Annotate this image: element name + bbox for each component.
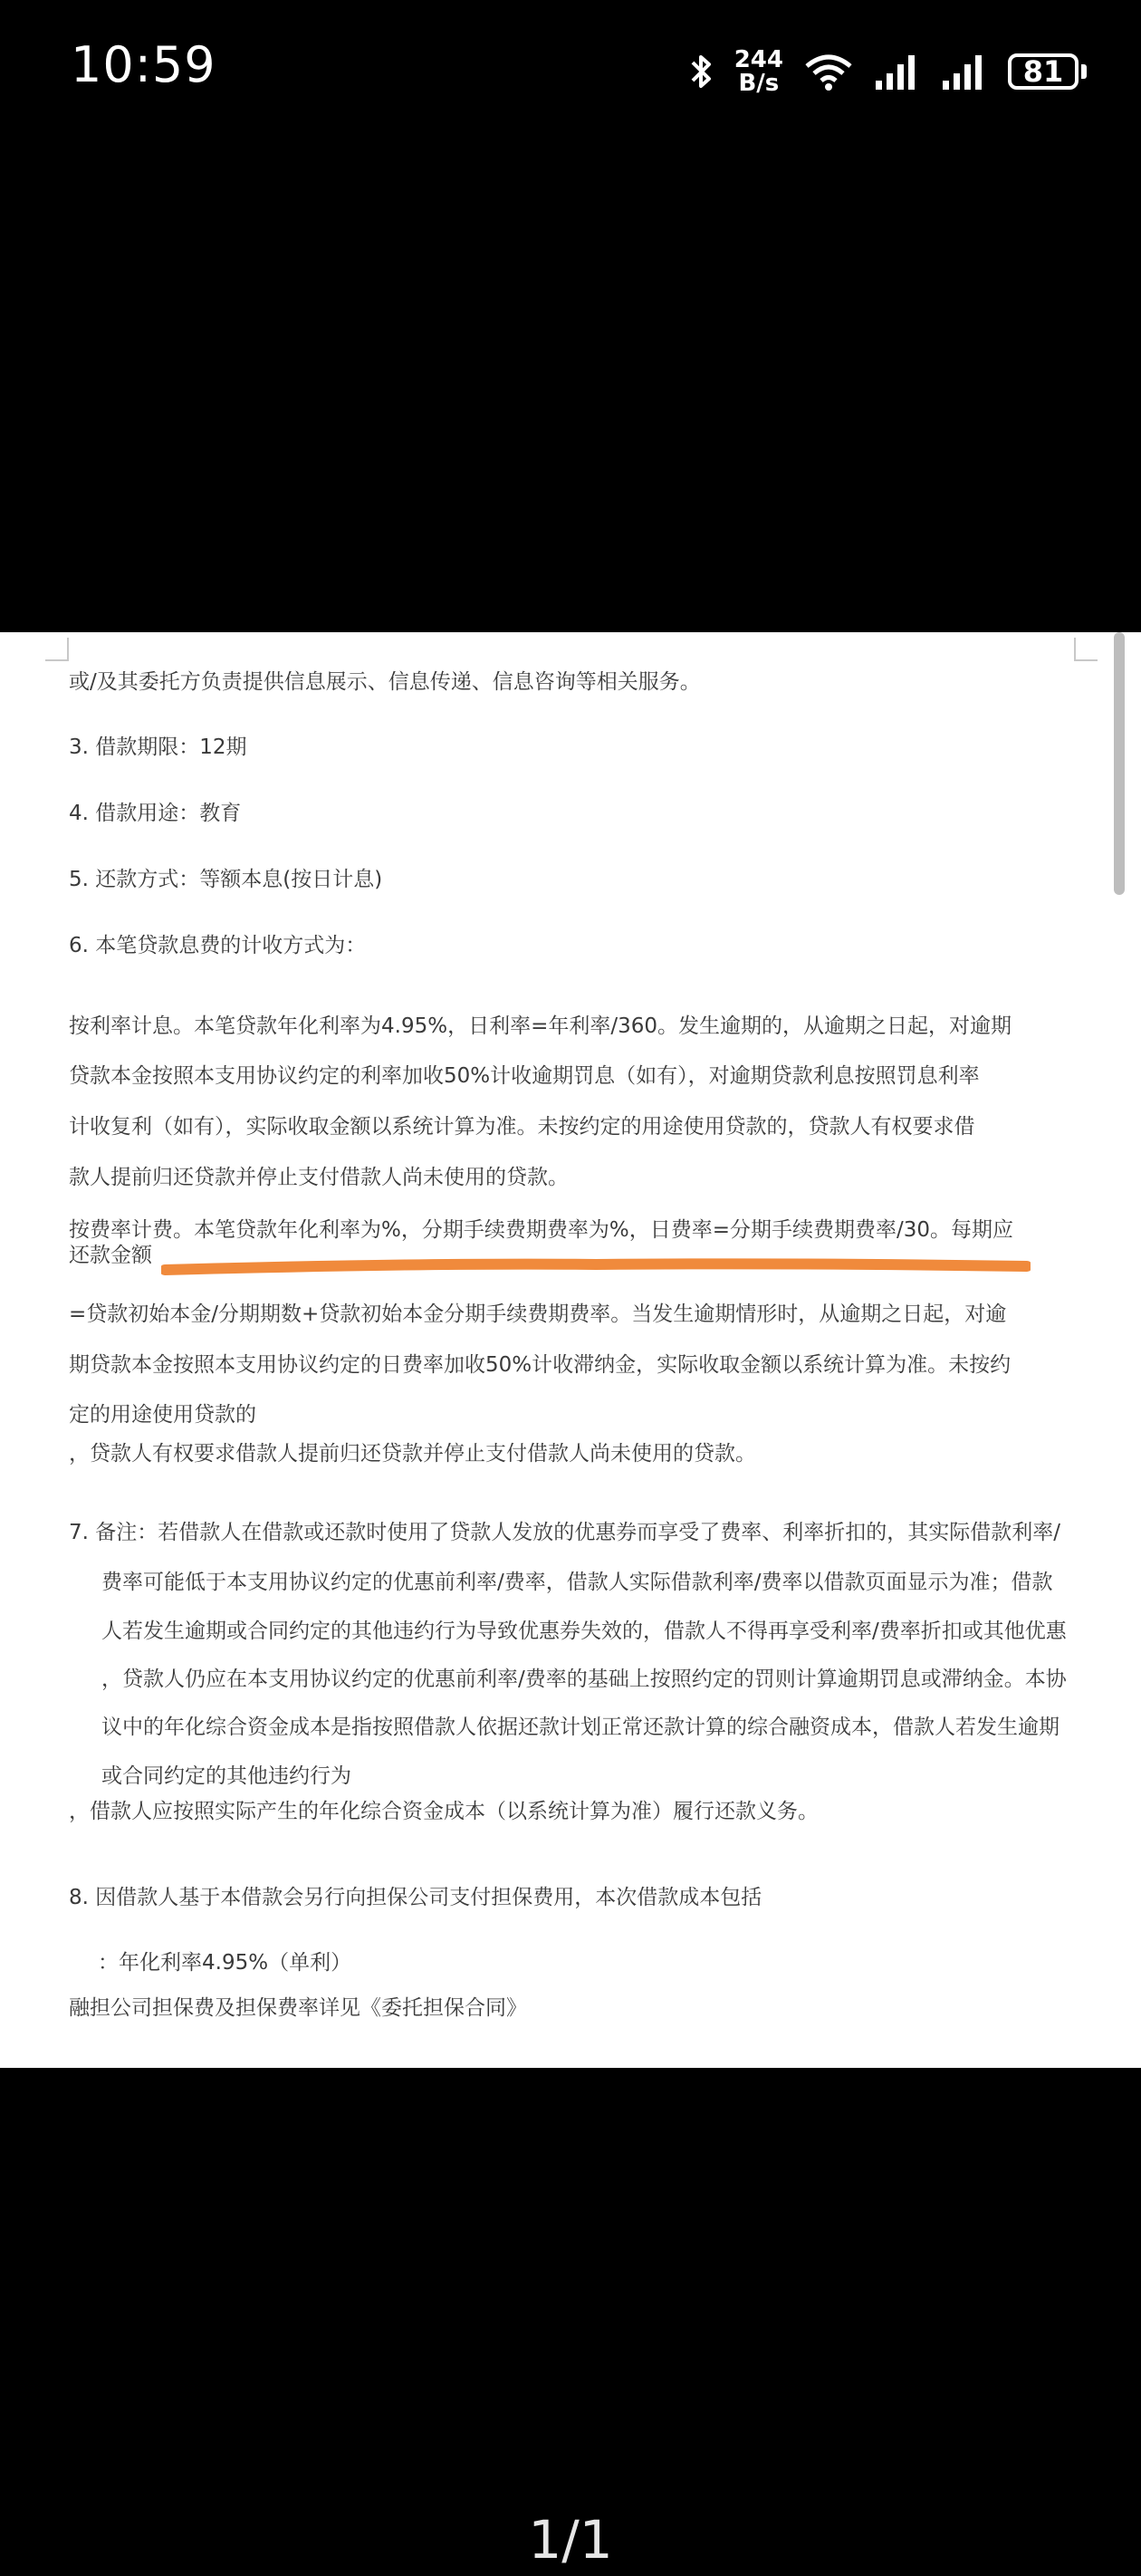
paragraph-line: 定的用途使用贷款的 <box>69 1403 256 1427</box>
paragraph-line: 期贷款本金按照本支用协议约定的日费率加收50%计收滞纳金，实际收取金额以系统计算为准。未按约 <box>69 1353 1012 1377</box>
highlight-underline <box>161 1257 1031 1277</box>
clause-8-cost: 8. 因借款人基于本借款会另行向担保公司支付担保费用，本次借款成本包括 <box>69 1886 762 1909</box>
document-page[interactable] <box>0 632 1141 2068</box>
clause-4-purpose: 4. 借款用途：教育 <box>69 802 242 825</box>
battery-icon <box>1008 53 1087 90</box>
paragraph-line: 或/及其委托方负责提供信息展示、信息传递、信息咨询等相关服务。 <box>69 670 701 694</box>
paragraph-line: ，贷款人有权要求借款人提前归还贷款并停止支付借款人尚未使用的贷款。 <box>69 1442 756 1466</box>
network-speed: 244 B/s <box>734 46 783 97</box>
status-bar <box>0 0 1141 145</box>
clause-7-note: 7. 备注：若借款人在借款或还款时使用了贷款人发放的优惠券而享受了费率、利率折扣的，其实际借款利率/ <box>69 1521 1061 1544</box>
paragraph-line: 还款金额 <box>69 1244 152 1267</box>
signal-icon <box>874 53 921 90</box>
paragraph-line: 计收复利（如有），实际收取金额以系统计算为准。未按约定的用途使用贷款的，贷款人有权要求借 <box>69 1115 975 1139</box>
paragraph-line: ，贷款人仍应在本支用协议约定的优惠前利率/费率的基础上按照约定的罚则计算逾期罚息或滞纳金。本协 <box>101 1668 1067 1691</box>
paragraph-line: 款人提前归还贷款并停止支付借款人尚未使用的贷款。 <box>69 1166 569 1189</box>
scrollbar[interactable] <box>1114 632 1125 895</box>
paragraph-line: 议中的年化综合资金成本是指按照借款人依据还款计划正常还款计算的综合融资成本，借款人若发生逾期 <box>101 1716 1060 1739</box>
status-icons <box>687 40 1087 103</box>
bluetooth-icon <box>687 52 714 91</box>
battery-level: 81 <box>1008 53 1079 90</box>
paragraph-line: 贷款本金按照本支用协议约定的利率加收50%计收逾期罚息（如有），对逾期贷款利息按照罚息利率 <box>69 1064 980 1088</box>
annual-rate-line: ：年化利率4.95%（单利） <box>98 1951 352 1975</box>
clock-time: 10:59 <box>71 36 216 93</box>
page-corner-mark <box>45 638 69 661</box>
paragraph-line: 费率可能低于本支用协议约定的优惠前利率/费率，借款人实际借款利率/费率以借款页面显示为准；借款 <box>101 1571 1053 1594</box>
guarantee-line: 融担公司担保费及担保费率详见《委托担保合同》 <box>69 1996 527 2020</box>
paragraph-line: ，借款人应按照实际产生的年化综合资金成本（以系统计算为准）履行还款义务。 <box>69 1800 819 1823</box>
paragraph-line: 人若发生逾期或合同约定的其他违约行为导致优惠券失效的，借款人不得再享受利率/费率折扣或其他优惠 <box>101 1620 1067 1643</box>
clause-3-term: 3. 借款期限：12期 <box>69 735 247 759</box>
page-indicator: 1/1 <box>528 2509 613 2571</box>
wifi-icon <box>803 52 854 91</box>
paragraph-line: 按利率计息。本笔贷款年化利率为4.95%，日利率=年利率/360。发生逾期的，从逾期之日起，对逾期 <box>69 1014 1012 1038</box>
signal-icon <box>941 53 988 90</box>
clause-5-repayment: 5. 还款方式：等额本息(按日计息) <box>69 868 383 891</box>
page-corner-mark <box>1074 638 1098 661</box>
clause-6-heading: 6. 本笔贷款息费的计收方式为： <box>69 934 367 957</box>
paragraph-line: 或合同约定的其他违约行为 <box>101 1764 351 1788</box>
paragraph-line: 按费率计费。本笔贷款年化利率为%，分期手续费期费率为%，日费率=分期手续费期费率/30。每期应 <box>69 1218 1013 1242</box>
paragraph-line: =贷款初始本金/分期期数+贷款初始本金分期手续费期费率。当发生逾期情形时，从逾期之日起，对逾 <box>69 1302 1007 1326</box>
